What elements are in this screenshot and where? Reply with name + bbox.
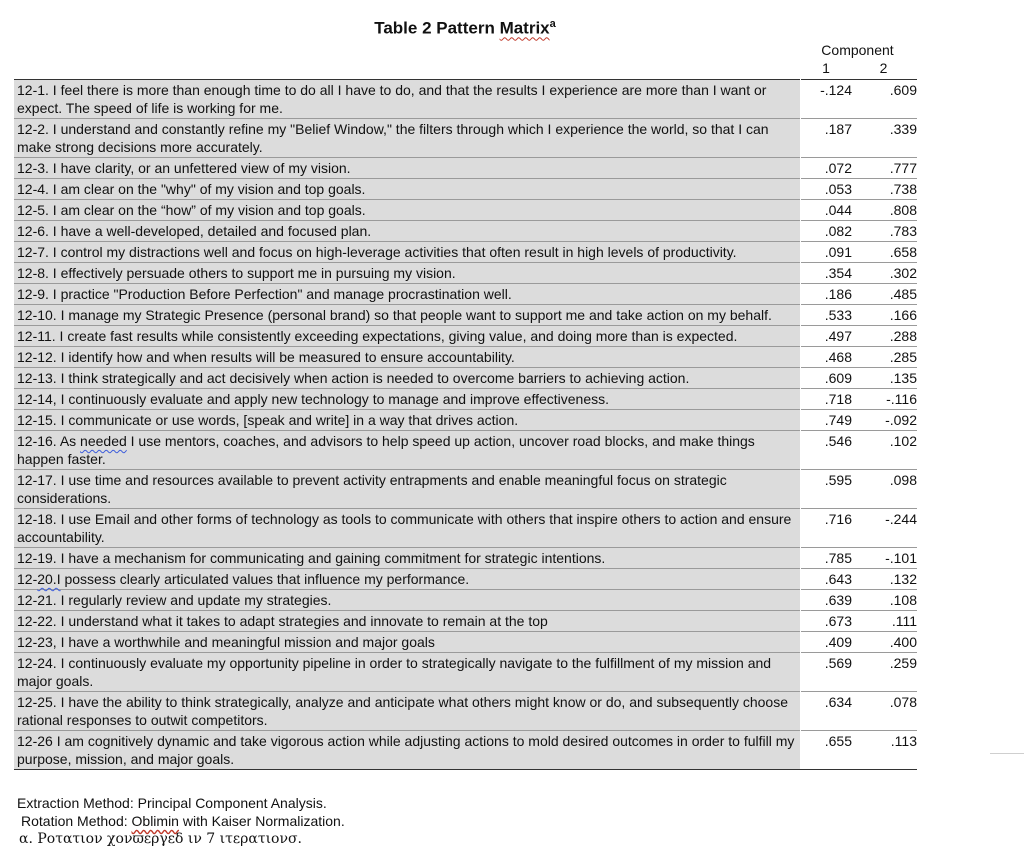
- page-edge-line: [990, 753, 1024, 754]
- item-text: 12-11. I create fast results while consistently exceeding expectations, giving value, and doing more than is expected.: [14, 326, 800, 347]
- component-1-value: .595: [800, 470, 852, 509]
- table-row: [14, 410, 917, 431]
- table-row: [14, 347, 917, 368]
- item-text: 12-16. As needed I use mentors, coaches, and advisors to help speed up action, uncover road blocks, and make things happen faster.: [14, 431, 800, 470]
- title-matrix-word: Matrix: [499, 18, 550, 38]
- item-text: 12-25. I have the ability to think strategically, analyze and anticipate what others might know or do, and subsequently choose rational responses to outwit competitors.: [14, 692, 800, 731]
- component-2-value: .808: [852, 200, 917, 221]
- component-2-value: .302: [852, 263, 917, 284]
- table-notes: [17, 794, 345, 848]
- extraction-method-note: Extraction Method: Principal Component Analysis.: [17, 795, 327, 811]
- component-1-value: .468: [800, 347, 852, 368]
- component-1-value: .655: [800, 731, 852, 770]
- component-1-value: .785: [800, 548, 852, 569]
- item-text: 12-23, I have a worthwhile and meaningful mission and major goals: [14, 632, 800, 653]
- component-2-value: .400: [852, 632, 917, 653]
- component-2-value: -.244: [852, 509, 917, 548]
- item-text: 12-24. I continuously evaluate my opportunity pipeline in order to strategically navigate to the fulfillment of my mission and major goals.: [14, 653, 800, 692]
- component-1-value: .497: [800, 326, 852, 347]
- component-1-header: 1: [822, 60, 830, 76]
- component-1-value: .643: [800, 569, 852, 590]
- component-2-value: .259: [852, 653, 917, 692]
- component-2-value: .166: [852, 305, 917, 326]
- table-row: [14, 368, 917, 389]
- component-2-value: -.116: [852, 389, 917, 410]
- item-text: 12-12. I identify how and when results will be measured to ensure accountability.: [14, 347, 800, 368]
- item-text: 12-15. I communicate or use words, [speak and write] in a way that drives action.: [14, 410, 800, 431]
- item-text: 12-3. I have clarity, or an unfettered view of my vision.: [14, 158, 800, 179]
- item-text: 12-9. I practice "Production Before Perfection" and manage procrastination well.: [14, 284, 800, 305]
- item-text: 12-18. I use Email and other forms of technology as tools to communicate with others that inspire others to action and ensure accountability.: [14, 509, 800, 548]
- component-1-value: -.124: [800, 80, 852, 119]
- rotation-method-note: Rotation Method: Oblimin with Kaiser Normalization.: [21, 813, 345, 829]
- table-row: [14, 158, 917, 179]
- table-row: [14, 509, 917, 548]
- table-row: [14, 548, 917, 569]
- table-row: [14, 284, 917, 305]
- table-row: [14, 263, 917, 284]
- component-1-value: .053: [800, 179, 852, 200]
- table-row: [14, 305, 917, 326]
- component-2-value: .098: [852, 470, 917, 509]
- component-2-value: .738: [852, 179, 917, 200]
- component-2-value: .135: [852, 368, 917, 389]
- component-1-value: .186: [800, 284, 852, 305]
- item-text: 12-22. I understand what it takes to adapt strategies and innovate to remain at the top: [14, 611, 800, 632]
- component-2-value: -.101: [852, 548, 917, 569]
- component-1-value: .716: [800, 509, 852, 548]
- title-superscript: a: [549, 18, 556, 30]
- item-text: 12-8. I effectively persuade others to support me in pursuing my vision.: [14, 263, 800, 284]
- table-row: [14, 590, 917, 611]
- component-2-value: .108: [852, 590, 917, 611]
- component-2-value: .078: [852, 692, 917, 731]
- component-1-value: .569: [800, 653, 852, 692]
- component-header: Component: [821, 42, 894, 58]
- component-2-value: .285: [852, 347, 917, 368]
- component-1-value: .749: [800, 410, 852, 431]
- component-1-value: .091: [800, 242, 852, 263]
- table-row: [14, 242, 917, 263]
- component-2-value: .288: [852, 326, 917, 347]
- table-row: [14, 119, 917, 158]
- spellcheck-underlined-word: 20.I: [37, 571, 61, 587]
- component-1-value: .354: [800, 263, 852, 284]
- oblimin-word: Oblimin: [131, 813, 179, 829]
- item-text: 12-17. I use time and resources available to prevent activity entrapments and enable meaningful focus on strategic considerations.: [14, 470, 800, 509]
- table-row: [14, 221, 917, 242]
- component-2-header: 2: [879, 60, 888, 76]
- component-1-value: .718: [800, 389, 852, 410]
- table-row: [14, 692, 917, 731]
- item-text: 12-6. I have a well-developed, detailed and focused plan.: [14, 221, 800, 242]
- table-row: [14, 326, 917, 347]
- component-2-value: .102: [852, 431, 917, 470]
- component-2-value: .783: [852, 221, 917, 242]
- table-title: Table 2 Pattern Matrix$^a$: [374, 18, 556, 38]
- table-row: [14, 611, 917, 632]
- table-row: [14, 179, 917, 200]
- component-2-value: .339: [852, 119, 917, 158]
- footnote-a: α. Ροτατιον χονϖεργεδ ιν 7 ιτερατιονσ.: [19, 831, 303, 847]
- component-1-value: .634: [800, 692, 852, 731]
- table-row: [14, 80, 917, 119]
- component-2-value: .777: [852, 158, 917, 179]
- item-text: 12-10. I manage my Strategic Presence (personal brand) so that people want to support me and take action on my behalf.: [14, 305, 800, 326]
- component-1-value: .072: [800, 158, 852, 179]
- component-1-value: .639: [800, 590, 852, 611]
- component-2-value: .609: [852, 80, 917, 119]
- table-row: [14, 653, 917, 692]
- component-1-value: .546: [800, 431, 852, 470]
- component-1-value: .044: [800, 200, 852, 221]
- table-row: [14, 200, 917, 221]
- component-2-value: .485: [852, 284, 917, 305]
- pattern-matrix-table: [14, 79, 917, 770]
- item-text: 12-7. I control my distractions well and focus on high-leverage activities that often result in high levels of productivity.: [14, 242, 800, 263]
- table-row: [14, 431, 917, 470]
- component-1-value: .082: [800, 221, 852, 242]
- table-row: [14, 389, 917, 410]
- item-text: 12-21. I regularly review and update my strategies.: [14, 590, 800, 611]
- table-row: [14, 470, 917, 509]
- item-text: 12-4. I am clear on the "why" of my vision and top goals.: [14, 179, 800, 200]
- component-2-value: -.092: [852, 410, 917, 431]
- table-row: [14, 731, 917, 770]
- item-text: 12-20.I possess clearly articulated values that influence my performance.: [14, 569, 800, 590]
- item-text: 12-2. I understand and constantly refine my "Belief Window," the filters through which I experience the world, so that I can make strong decisions more accurately.: [14, 119, 800, 158]
- component-1-value: .409: [800, 632, 852, 653]
- item-text: 12-26 I am cognitively dynamic and take vigorous action while adjusting actions to mold desired outcomes in order to fulfill my purpose, mission, and major goals.: [14, 731, 800, 770]
- table-row: [14, 632, 917, 653]
- component-1-value: .533: [800, 305, 852, 326]
- component-2-value: .111: [852, 611, 917, 632]
- component-2-value: .132: [852, 569, 917, 590]
- item-text: 12-13. I think strategically and act decisively when action is needed to overcome barriers to achieving action.: [14, 368, 800, 389]
- component-2-value: .658: [852, 242, 917, 263]
- component-1-value: .673: [800, 611, 852, 632]
- item-text: 12-1. I feel there is more than enough time to do all I have to do, and that the results I experience are more than I want or expect. The speed of life is working for me.: [14, 80, 800, 119]
- item-text: 12-14, I continuously evaluate and apply new technology to manage and improve effectiveness.: [14, 389, 800, 410]
- component-1-value: .609: [800, 368, 852, 389]
- spellcheck-underlined-word: needed: [80, 433, 127, 449]
- table-row: [14, 569, 917, 590]
- component-2-value: .113: [852, 731, 917, 770]
- component-1-value: .187: [800, 119, 852, 158]
- item-text: 12-5. I am clear on the “how” of my vision and top goals.: [14, 200, 800, 221]
- item-text: 12-19. I have a mechanism for communicating and gaining commitment for strategic intentions.: [14, 548, 800, 569]
